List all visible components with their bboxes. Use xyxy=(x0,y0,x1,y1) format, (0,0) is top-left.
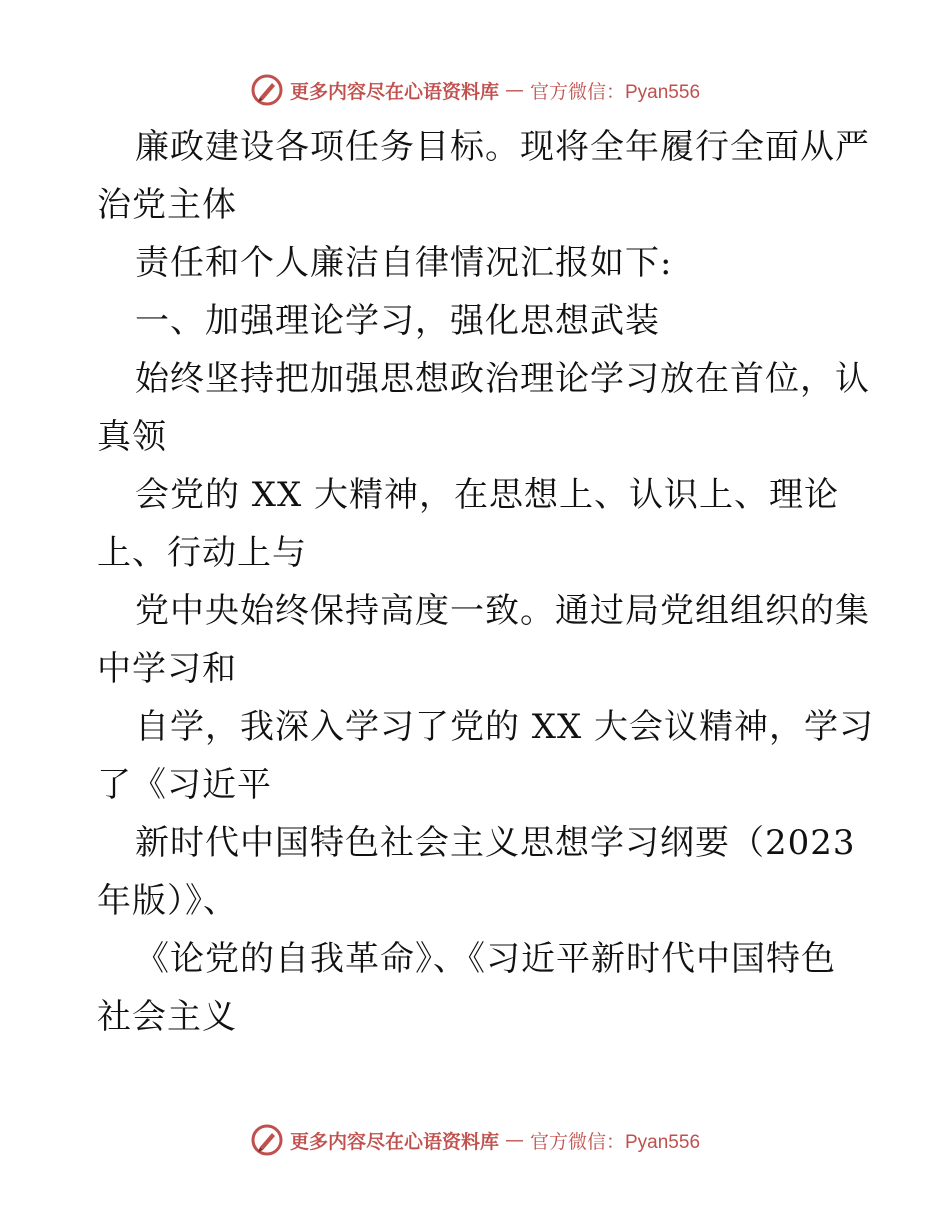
header-banner-contact: 官方微信：Pyan556 xyxy=(530,81,701,103)
body-text-line: 社会主义 xyxy=(97,997,237,1037)
body-text-line: 始终坚持把加强思想政治理论学习放在首位，认 xyxy=(135,359,870,399)
body-text-line: 一、加强理论学习，强化思想武装 xyxy=(135,301,660,341)
body-text-line: 自学，我深入学习了党的 XX 大会议精神，学习 xyxy=(135,707,875,747)
body-text-line: 上、行动上与 xyxy=(97,533,307,573)
body-text-line: 会党的 XX 大精神，在思想上、认识上、理论 xyxy=(135,475,840,515)
body-text-line: 《论党的自我革命》、《习近平新时代中国特色 xyxy=(135,939,836,979)
body-text-line: 了《习近平 xyxy=(97,765,272,805)
footer-banner-separator: — xyxy=(505,1129,524,1151)
footer-banner-text: 更多内容尽在心语资料库 xyxy=(289,1130,499,1153)
body-text-line: 廉政建设各项任务目标。现将全年履行全面从严 xyxy=(135,127,870,167)
body-text-line: 治党主体 xyxy=(97,185,237,225)
document-body xyxy=(97,118,875,1046)
footer-banner-contact: 官方微信：Pyan556 xyxy=(530,1131,701,1153)
body-text-line: 责任和个人廉洁自律情况汇报如下: xyxy=(135,243,673,283)
pen-logo-icon xyxy=(250,1123,284,1157)
header-banner-text: 更多内容尽在心语资料库 xyxy=(289,80,499,103)
body-text-line: 年版）》、 xyxy=(97,881,238,921)
header-banner-separator: — xyxy=(505,79,524,101)
pen-logo-icon xyxy=(250,73,284,107)
header-banner xyxy=(0,70,950,110)
body-text-line: 真领 xyxy=(97,417,167,457)
body-text-line: 党中央始终保持高度一致。通过局党组组织的集 xyxy=(135,591,870,631)
body-text-line: 中学习和 xyxy=(97,649,237,689)
body-text-line: 新时代中国特色社会主义思想学习纲要（2023 xyxy=(135,823,856,863)
footer-banner xyxy=(0,1120,950,1160)
